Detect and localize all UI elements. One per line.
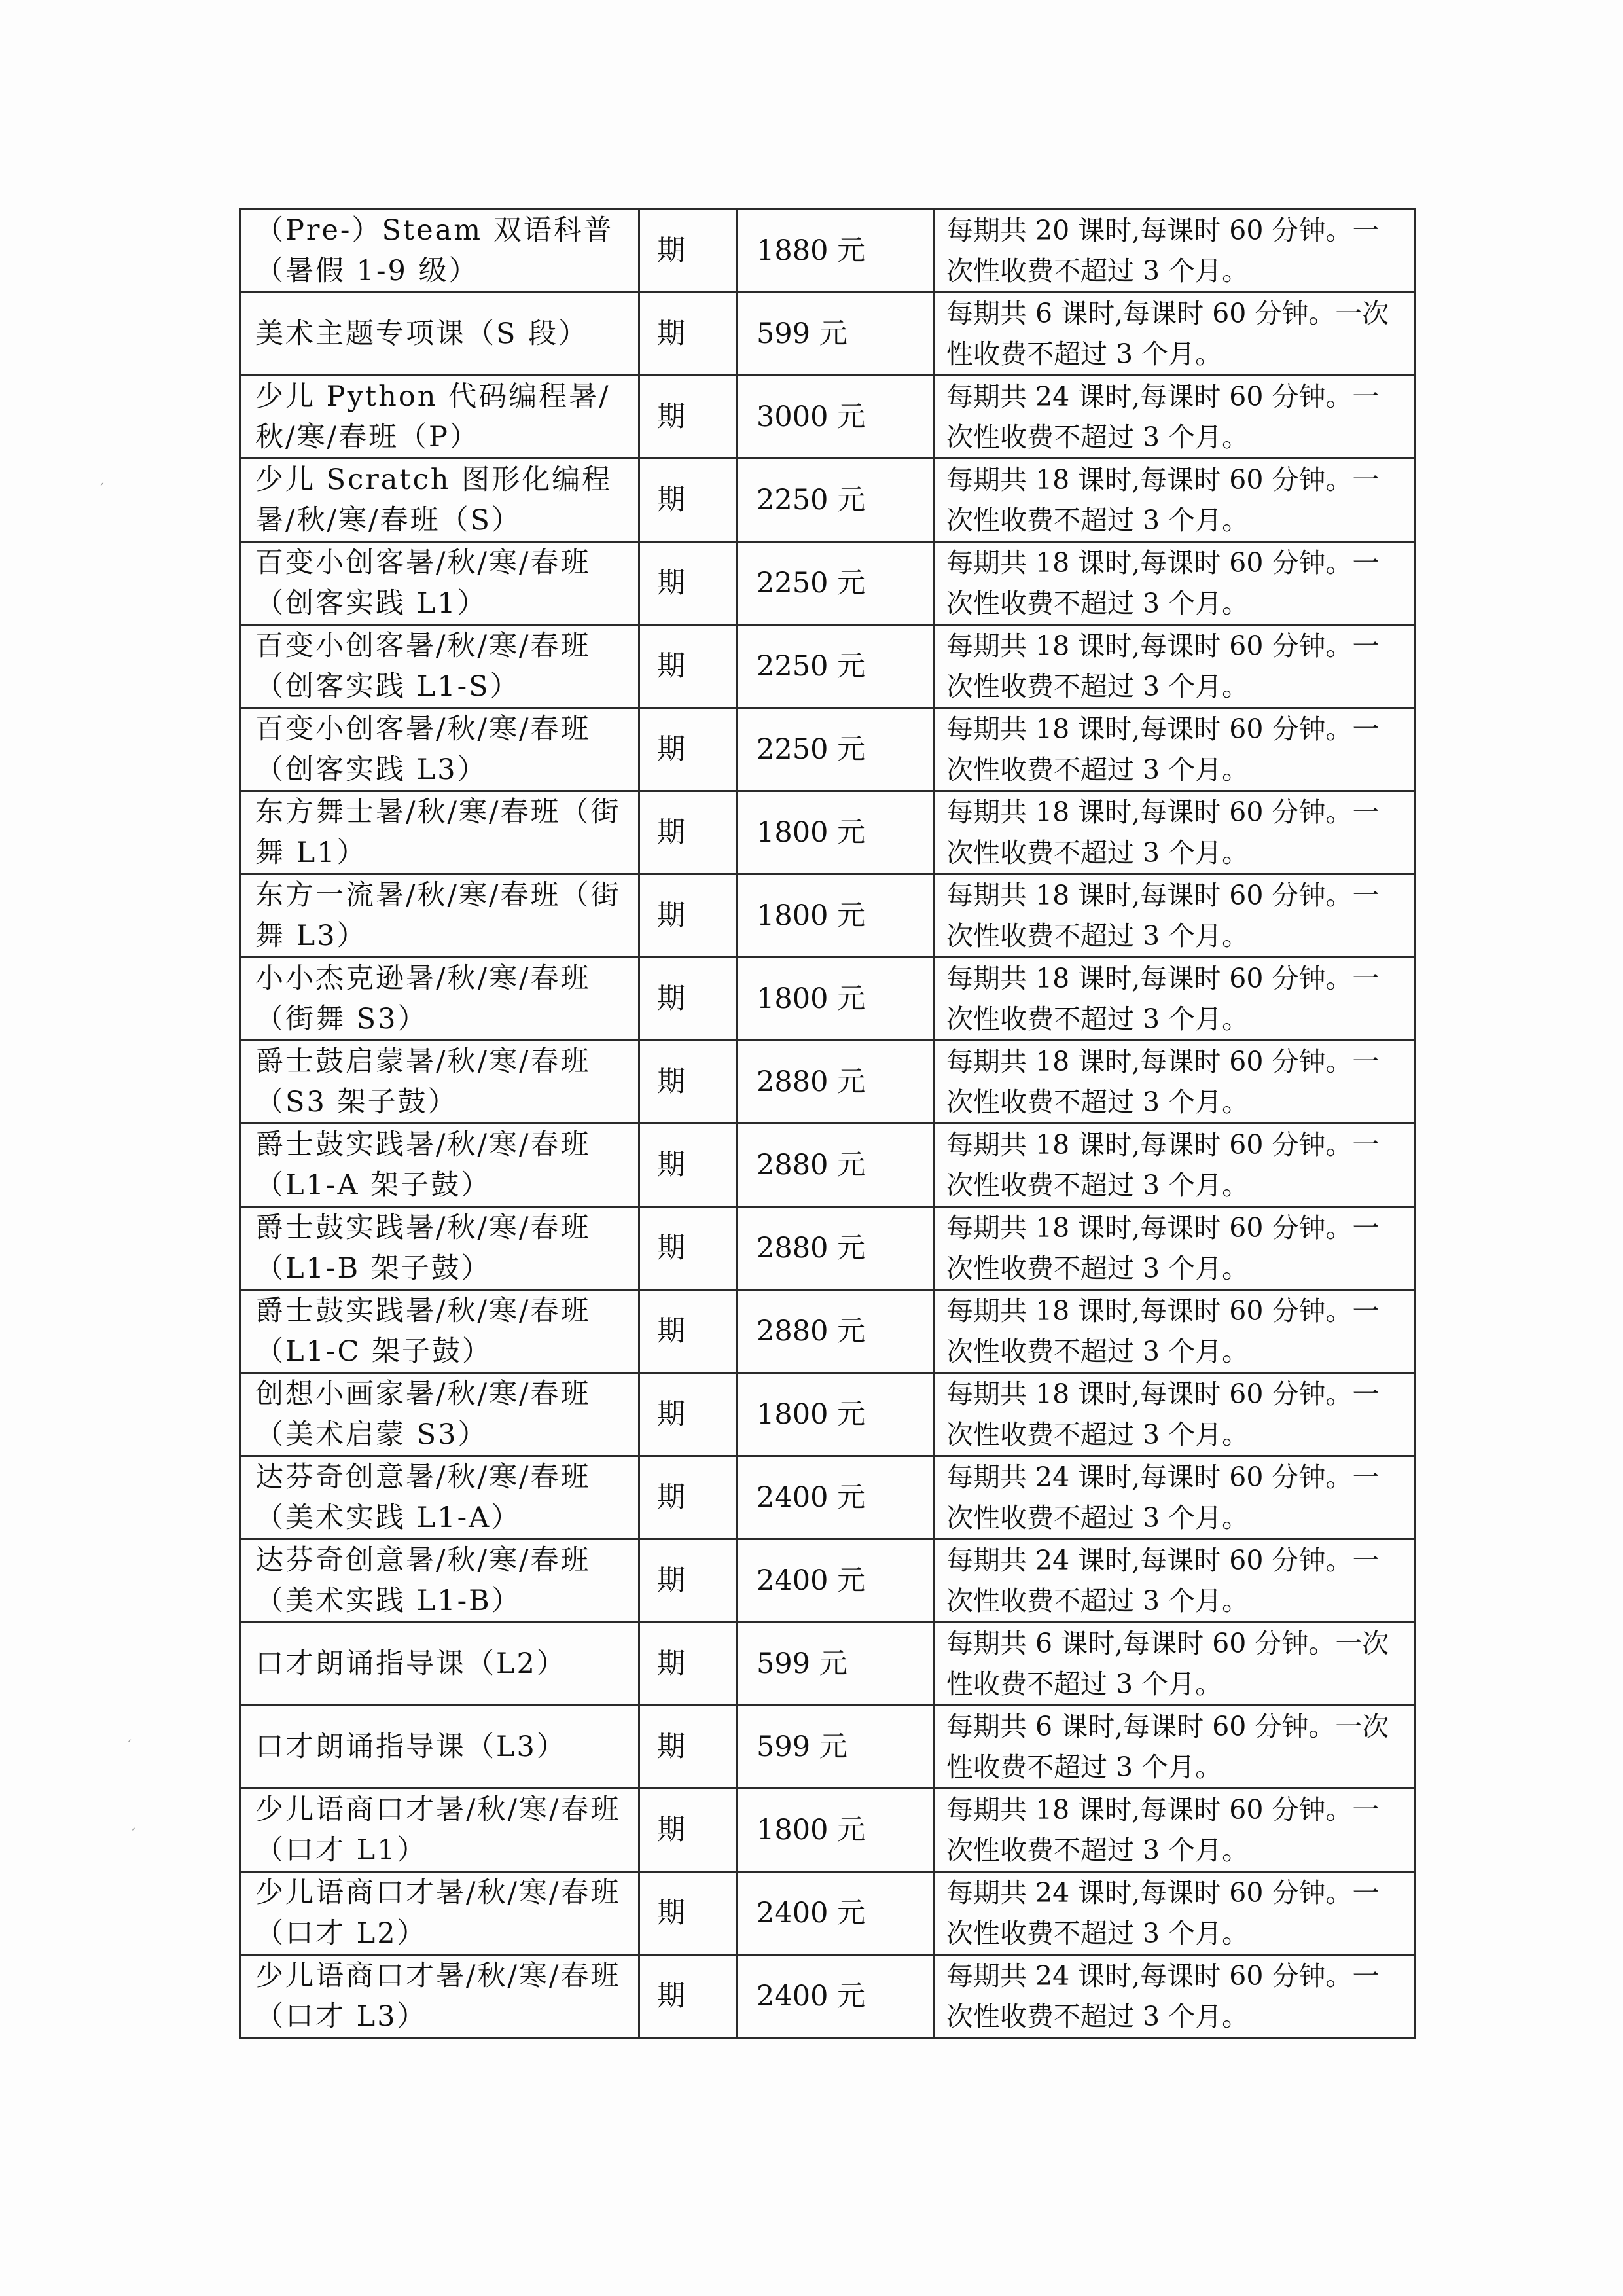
note-cell: 每期共 18 课时,每课时 60 分钟。一次性收费不超过 3 个月。 [934, 459, 1415, 542]
table-row [240, 1955, 1415, 2038]
price-cell: 2250 元 [738, 459, 934, 542]
course-name-cell: 爵士鼓实践暑/秋/寒/春班（L1-B 架子鼓） [240, 1207, 639, 1290]
table-row [240, 1456, 1415, 1539]
price-cell: 599 元 [738, 1706, 934, 1789]
billing-unit-cell: 期 [639, 1872, 738, 1955]
price-cell: 2250 元 [738, 542, 934, 625]
note-cell: 每期共 18 课时,每课时 60 分钟。一次性收费不超过 3 个月。 [934, 1124, 1415, 1207]
note-cell: 每期共 24 课时,每课时 60 分钟。一次性收费不超过 3 个月。 [934, 1872, 1415, 1955]
fee-table [239, 208, 1416, 2039]
course-name-cell: 口才朗诵指导课（L2） [240, 1623, 639, 1706]
billing-unit-cell: 期 [639, 791, 738, 874]
course-name-cell: 小小杰克逊暑/秋/寒/春班（街舞 S3） [240, 958, 639, 1041]
course-name-cell: 百变小创客暑/秋/寒/春班（创客实践 L3） [240, 708, 639, 791]
price-cell: 2880 元 [738, 1290, 934, 1373]
course-name-cell: 东方舞士暑/秋/寒/春班（街舞 L1） [240, 791, 639, 874]
billing-unit-cell: 期 [639, 542, 738, 625]
note-cell: 每期共 18 课时,每课时 60 分钟。一次性收费不超过 3 个月。 [934, 542, 1415, 625]
billing-unit-cell: 期 [639, 376, 738, 459]
note-cell: 每期共 18 课时,每课时 60 分钟。一次性收费不超过 3 个月。 [934, 1373, 1415, 1456]
table-row [240, 209, 1415, 293]
fee-table-body [240, 209, 1415, 2038]
price-cell: 1800 元 [738, 791, 934, 874]
billing-unit-cell: 期 [639, 1539, 738, 1623]
course-name-cell: 创想小画家暑/秋/寒/春班（美术启蒙 S3） [240, 1373, 639, 1456]
billing-unit-cell: 期 [639, 209, 738, 293]
billing-unit-cell: 期 [639, 1124, 738, 1207]
price-cell: 2400 元 [738, 1872, 934, 1955]
note-cell: 每期共 20 课时,每课时 60 分钟。一次性收费不超过 3 个月。 [934, 209, 1415, 293]
price-cell: 2400 元 [738, 1456, 934, 1539]
note-cell: 每期共 18 课时,每课时 60 分钟。一次性收费不超过 3 个月。 [934, 625, 1415, 708]
table-row [240, 1789, 1415, 1872]
course-name-cell: 少儿语商口才暑/秋/寒/春班（口才 L3） [240, 1955, 639, 2038]
price-cell: 1880 元 [738, 209, 934, 293]
note-cell: 每期共 18 课时,每课时 60 分钟。一次性收费不超过 3 个月。 [934, 1207, 1415, 1290]
course-name-cell: 百变小创客暑/秋/寒/春班（创客实践 L1-S） [240, 625, 639, 708]
note-cell: 每期共 18 课时,每课时 60 分钟。一次性收费不超过 3 个月。 [934, 958, 1415, 1041]
price-cell: 1800 元 [738, 874, 934, 958]
note-cell: 每期共 24 课时,每课时 60 分钟。一次性收费不超过 3 个月。 [934, 1456, 1415, 1539]
table-row [240, 1207, 1415, 1290]
note-cell: 每期共 24 课时,每课时 60 分钟。一次性收费不超过 3 个月。 [934, 376, 1415, 459]
course-name-cell: （Pre-）Steam 双语科普（暑假 1-9 级） [240, 209, 639, 293]
course-name-cell: 爵士鼓实践暑/秋/寒/春班（L1-A 架子鼓） [240, 1124, 639, 1207]
scan-speck: ˊ [126, 1738, 132, 1753]
table-row [240, 459, 1415, 542]
scan-speck: ˊ [130, 1826, 136, 1842]
course-name-cell: 爵士鼓启蒙暑/秋/寒/春班（S3 架子鼓） [240, 1041, 639, 1124]
price-cell: 2880 元 [738, 1124, 934, 1207]
note-cell: 每期共 24 课时,每课时 60 分钟。一次性收费不超过 3 个月。 [934, 1955, 1415, 2038]
table-row [240, 625, 1415, 708]
note-cell: 每期共 18 课时,每课时 60 分钟。一次性收费不超过 3 个月。 [934, 1041, 1415, 1124]
price-cell: 1800 元 [738, 1789, 934, 1872]
course-name-cell: 少儿语商口才暑/秋/寒/春班（口才 L2） [240, 1872, 639, 1955]
note-cell: 每期共 24 课时,每课时 60 分钟。一次性收费不超过 3 个月。 [934, 1539, 1415, 1623]
note-cell: 每期共 6 课时,每课时 60 分钟。一次性收费不超过 3 个月。 [934, 1706, 1415, 1789]
table-row [240, 1706, 1415, 1789]
price-cell: 3000 元 [738, 376, 934, 459]
table-row [240, 958, 1415, 1041]
price-cell: 599 元 [738, 1623, 934, 1706]
note-cell: 每期共 18 课时,每课时 60 分钟。一次性收费不超过 3 个月。 [934, 708, 1415, 791]
scan-speck: ˊ [98, 481, 105, 497]
note-cell: 每期共 18 课时,每课时 60 分钟。一次性收费不超过 3 个月。 [934, 1789, 1415, 1872]
table-row [240, 1041, 1415, 1124]
course-name-cell: 达芬奇创意暑/秋/寒/春班（美术实践 L1-A） [240, 1456, 639, 1539]
price-cell: 2400 元 [738, 1955, 934, 2038]
table-row [240, 1124, 1415, 1207]
course-name-cell: 百变小创客暑/秋/寒/春班（创客实践 L1） [240, 542, 639, 625]
price-cell: 2880 元 [738, 1041, 934, 1124]
table-row [240, 874, 1415, 958]
table-row [240, 376, 1415, 459]
course-name-cell: 东方一流暑/秋/寒/春班（街舞 L3） [240, 874, 639, 958]
note-cell: 每期共 6 课时,每课时 60 分钟。一次性收费不超过 3 个月。 [934, 293, 1415, 376]
billing-unit-cell: 期 [639, 1955, 738, 2038]
course-name-cell: 达芬奇创意暑/秋/寒/春班（美术实践 L1-B） [240, 1539, 639, 1623]
billing-unit-cell: 期 [639, 1041, 738, 1124]
table-row [240, 1373, 1415, 1456]
billing-unit-cell: 期 [639, 1290, 738, 1373]
price-cell: 2400 元 [738, 1539, 934, 1623]
billing-unit-cell: 期 [639, 1789, 738, 1872]
price-cell: 2250 元 [738, 625, 934, 708]
course-name-cell: 少儿 Python 代码编程暑/秋/寒/春班（P） [240, 376, 639, 459]
price-cell: 2880 元 [738, 1207, 934, 1290]
note-cell: 每期共 6 课时,每课时 60 分钟。一次性收费不超过 3 个月。 [934, 1623, 1415, 1706]
table-row [240, 1623, 1415, 1706]
billing-unit-cell: 期 [639, 625, 738, 708]
billing-unit-cell: 期 [639, 293, 738, 376]
table-row [240, 1539, 1415, 1623]
table-row [240, 791, 1415, 874]
note-cell: 每期共 18 课时,每课时 60 分钟。一次性收费不超过 3 个月。 [934, 1290, 1415, 1373]
billing-unit-cell: 期 [639, 708, 738, 791]
course-name-cell: 美术主题专项课（S 段） [240, 293, 639, 376]
table-row [240, 1872, 1415, 1955]
table-row [240, 542, 1415, 625]
billing-unit-cell: 期 [639, 1623, 738, 1706]
price-cell: 2250 元 [738, 708, 934, 791]
table-row [240, 293, 1415, 376]
billing-unit-cell: 期 [639, 958, 738, 1041]
billing-unit-cell: 期 [639, 1456, 738, 1539]
course-name-cell: 少儿 Scratch 图形化编程暑/秋/寒/春班（S） [240, 459, 639, 542]
billing-unit-cell: 期 [639, 1373, 738, 1456]
price-cell: 1800 元 [738, 958, 934, 1041]
price-cell: 1800 元 [738, 1373, 934, 1456]
table-row [240, 708, 1415, 791]
course-name-cell: 少儿语商口才暑/秋/寒/春班（口才 L1） [240, 1789, 639, 1872]
course-name-cell: 口才朗诵指导课（L3） [240, 1706, 639, 1789]
table-row [240, 1290, 1415, 1373]
note-cell: 每期共 18 课时,每课时 60 分钟。一次性收费不超过 3 个月。 [934, 874, 1415, 958]
billing-unit-cell: 期 [639, 1207, 738, 1290]
billing-unit-cell: 期 [639, 874, 738, 958]
course-name-cell: 爵士鼓实践暑/秋/寒/春班（L1-C 架子鼓） [240, 1290, 639, 1373]
billing-unit-cell: 期 [639, 459, 738, 542]
billing-unit-cell: 期 [639, 1706, 738, 1789]
price-cell: 599 元 [738, 293, 934, 376]
note-cell: 每期共 18 课时,每课时 60 分钟。一次性收费不超过 3 个月。 [934, 791, 1415, 874]
